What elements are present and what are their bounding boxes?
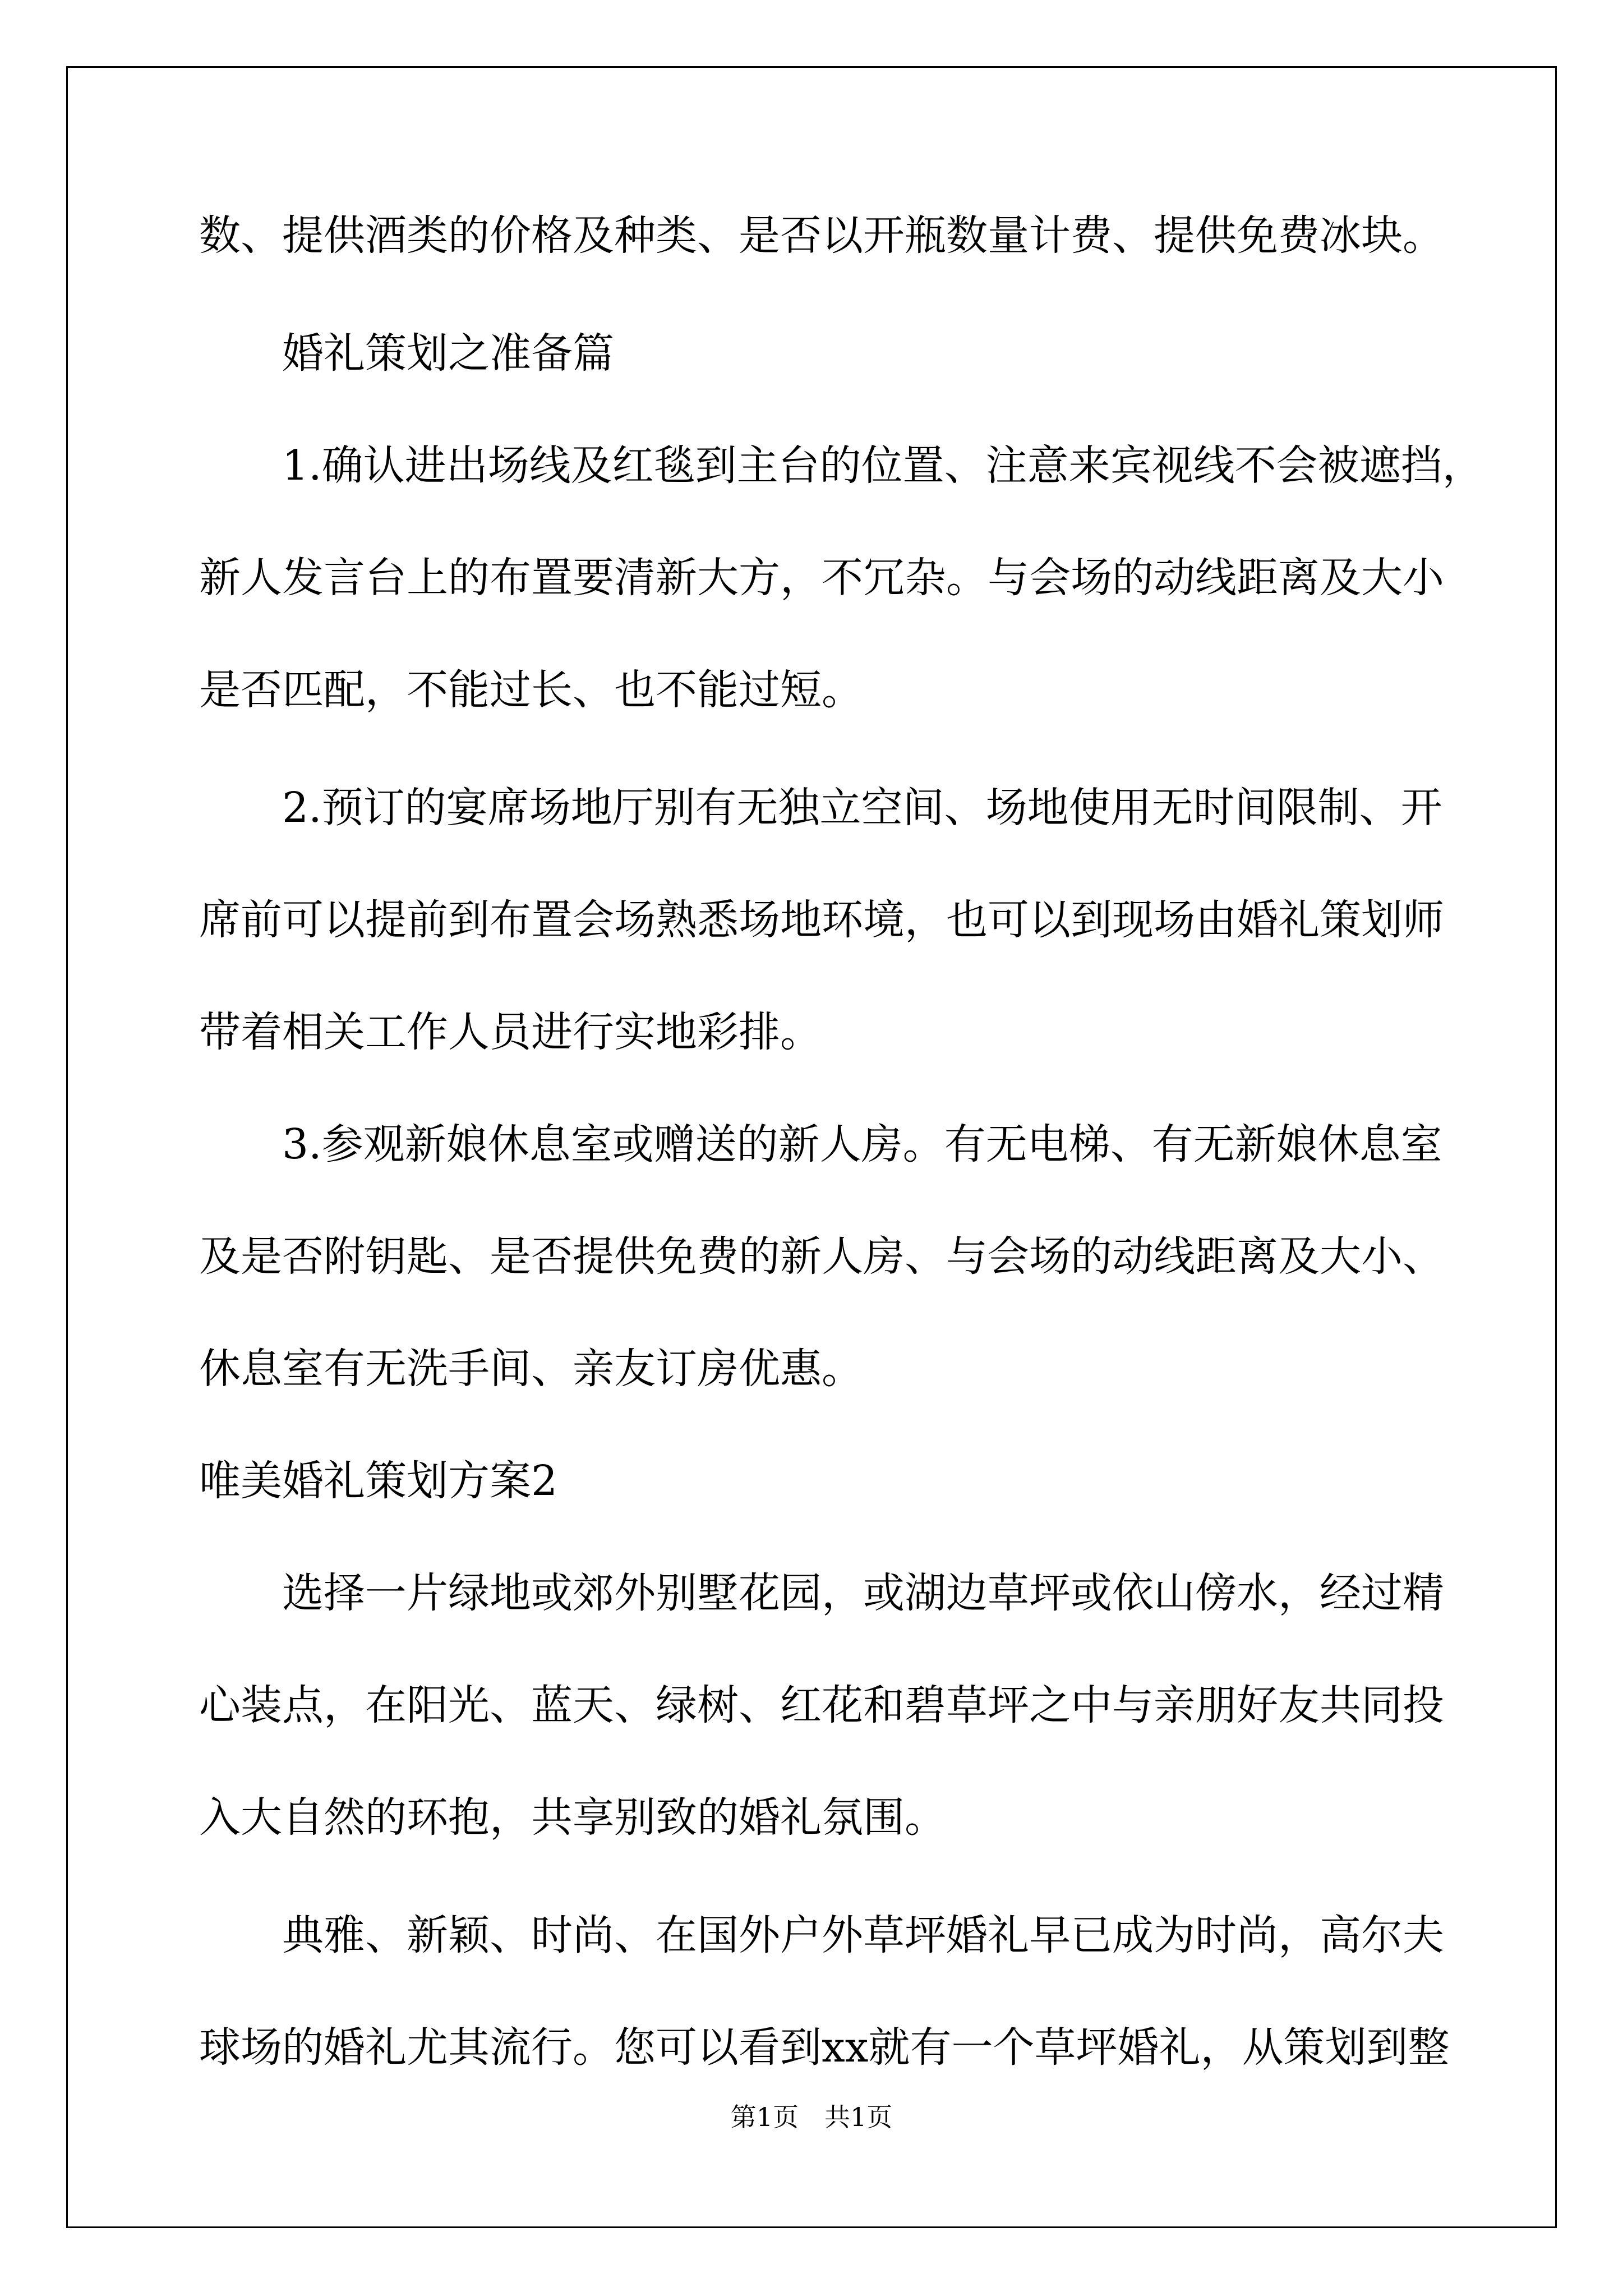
section-heading-preparation: 婚礼策划之准备篇 xyxy=(199,329,614,378)
body-line-6: 2.预订的宴席场地厅别有无独立空间、场地使用无时间限制、开 xyxy=(199,784,1442,832)
section-title-plan-2: 唯美婚礼策划方案2 xyxy=(199,1457,558,1505)
body-line-7: 席前可以提前到布置会场熟悉场地环境，也可以到现场由婚礼策划师 xyxy=(199,896,1444,944)
body-line-15: 入大自然的环抱，共享别致的婚礼氛围。 xyxy=(199,1793,946,1842)
body-line-13: 选择一片绿地或郊外别墅花园，或湖边草坪或依山傍水，经过精 xyxy=(199,1569,1444,1617)
body-line-14: 心装点，在阳光、蓝天、绿树、红花和碧草坪之中与亲朋好友共同投 xyxy=(199,1681,1444,1729)
body-line-17: 球场的婚礼尤其流行。您可以看到xx就有一个草坪婚礼，从策划到整 xyxy=(199,2023,1450,2072)
body-line-3: 1.确认进出场线及红毯到主台的位置、注意来宾视线不会被遮挡， xyxy=(199,441,1484,490)
body-line-10: 及是否附钥匙、是否提供免费的新人房、与会场的动线距离及大小、 xyxy=(199,1232,1444,1281)
body-line-11: 休息室有无洗手间、亲友订房优惠。 xyxy=(199,1345,863,1393)
body-line-8: 带着相关工作人员进行实地彩排。 xyxy=(199,1008,822,1056)
body-line-5: 是否匹配，不能过长、也不能过短。 xyxy=(199,666,863,714)
body-line-1: 数、提供酒类的价格及种类、是否以开瓶数量计费、提供免费冰块。 xyxy=(199,211,1444,260)
page-number-footer: 第1页 共1页 xyxy=(730,2102,893,2132)
body-line-9: 3.参观新娘休息室或赠送的新人房。有无电梯、有无新娘休息室 xyxy=(199,1120,1442,1168)
body-line-16: 典雅、新颖、时尚、在国外户外草坪婚礼早已成为时尚，高尔夫 xyxy=(199,1911,1444,1959)
body-line-4: 新人发言台上的布置要清新大方，不冗杂。与会场的动线距离及大小 xyxy=(199,554,1444,602)
